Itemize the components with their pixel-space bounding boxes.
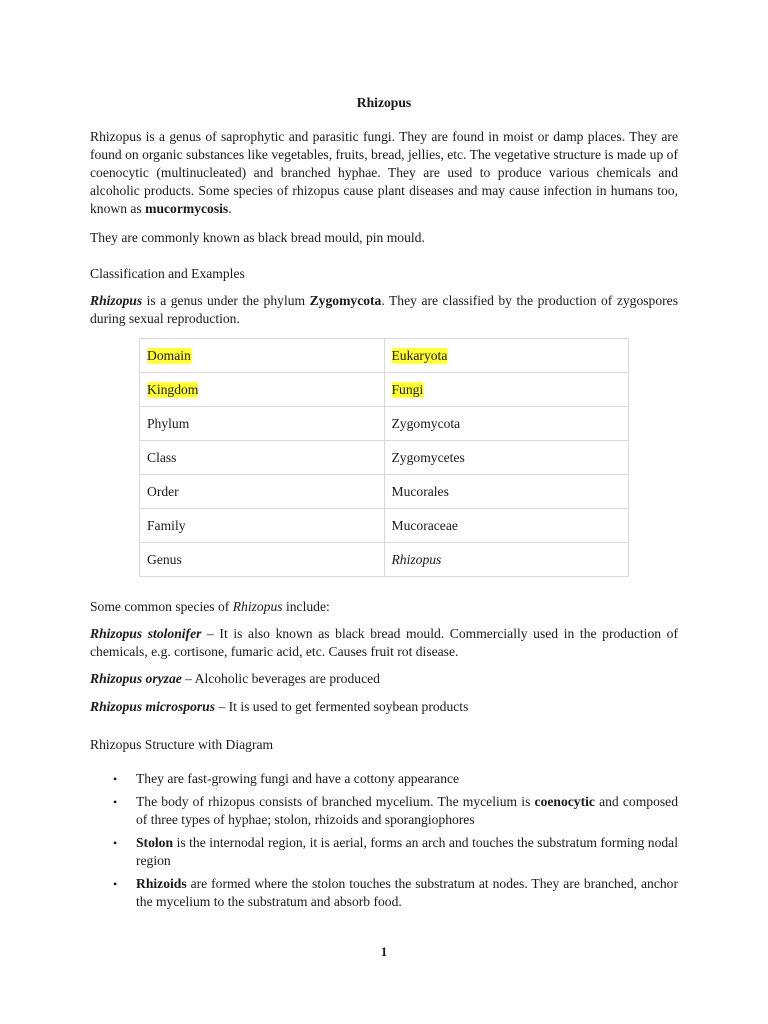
- bullet-text: The body of rhizopus consists of branched mycelium. The mycelium is: [136, 794, 535, 809]
- taxonomy-value: Rhizopus: [391, 551, 442, 567]
- taxonomy-value: Zygomycota: [391, 415, 461, 431]
- table-row: [140, 339, 629, 373]
- intro-text: Rhizopus is a genus of saprophytic and parasitic fungi. They are found in moist or damp places. They are found on organic substances like vegetables, fruits, bread, jellies, etc. The vegetative structure is made up of coenocytic (multinucleated) and branched hyphae. They are used to produce various chemicals and alcoholic products. Some species of rhizopus cause plant diseases and may cause infection in humans too, known as: [90, 129, 678, 216]
- table-row: [140, 441, 629, 475]
- taxonomy-value: Eukaryota: [391, 347, 448, 363]
- table-row: [140, 407, 629, 441]
- species-name: Rhizopus microsporus: [90, 699, 216, 714]
- list-item: [90, 834, 678, 870]
- phylum-name: Zygomycota: [309, 293, 382, 308]
- taxonomy-rank: Kingdom: [147, 381, 199, 397]
- list-item: [90, 875, 678, 911]
- species-name: Rhizopus stolonifer: [90, 626, 202, 641]
- species-item: [90, 698, 678, 716]
- species-item: [90, 625, 678, 661]
- bullet-icon: •: [113, 795, 118, 809]
- table-row: [140, 509, 629, 543]
- species-intro-pre: Some common species of: [90, 599, 233, 614]
- taxonomy-rank-cell: [140, 509, 385, 543]
- common-names-paragraph: They are commonly known as black bread mould, pin mould.: [90, 230, 425, 245]
- taxonomy-rank-cell: [140, 543, 385, 577]
- taxonomy-value-cell: [384, 407, 629, 441]
- species-desc: – It is also known as black bread mould. Commercially used in the production of chemicals, e.g. cortisone, fumaric acid, etc. Causes fruit rot disease.: [90, 626, 678, 659]
- taxonomy-value-cell: [384, 441, 629, 475]
- page-number: 1: [380, 944, 388, 959]
- classification-mid: is a genus under the phylum: [142, 293, 310, 308]
- taxonomy-value-cell: [384, 339, 629, 373]
- species-desc: – It is used to get fermented soybean products: [215, 699, 469, 714]
- structure-bullet-list: [90, 770, 678, 916]
- table-row: [140, 373, 629, 407]
- taxonomy-rank: Class: [147, 449, 177, 465]
- taxonomy-value: Mucorales: [391, 483, 449, 499]
- species-item: [90, 670, 678, 688]
- list-item: [90, 770, 678, 788]
- classification-paragraph: [90, 292, 678, 328]
- species-intro: [90, 598, 678, 616]
- classification-heading: Classification and Examples: [90, 266, 245, 281]
- taxonomy-value-cell: [384, 373, 629, 407]
- bullet-icon: •: [113, 772, 118, 786]
- taxonomy-value: Fungi: [391, 381, 424, 397]
- intro-bold-term: mucormycosis: [145, 201, 229, 216]
- bullet-text: They are fast-growing fungi and have a cottony appearance: [136, 771, 460, 786]
- taxonomy-rank-cell: [140, 339, 385, 373]
- species-desc: – Alcoholic beverages are produced: [181, 671, 380, 686]
- table-row: [140, 475, 629, 509]
- taxonomy-value-cell: [384, 509, 629, 543]
- bullet-text: are formed where the stolon touches the substratum at nodes. They are branched, anchor the mycelium to the substratum and absorb food.: [136, 876, 678, 909]
- taxonomy-rank-cell: [140, 373, 385, 407]
- taxonomy-rank-cell: [140, 407, 385, 441]
- taxonomy-value: Zygomycetes: [391, 449, 465, 465]
- table-row: [140, 543, 629, 577]
- list-item: [90, 793, 678, 829]
- structure-heading: Rhizopus Structure with Diagram: [90, 737, 274, 752]
- bullet-bold-term: Stolon: [136, 835, 174, 850]
- classification-end: . They are classified by the production of zygospores during sexual reproduction.: [90, 293, 678, 326]
- intro-end: .: [228, 201, 232, 216]
- bullet-text: is the internodal region, it is aerial, forms an arch and touches the substratum forming nodal region: [136, 835, 678, 868]
- taxonomy-value-cell: [384, 543, 629, 577]
- page-title: Rhizopus: [356, 95, 412, 110]
- taxonomy-rank: Genus: [147, 551, 182, 567]
- genus-name: Rhizopus: [90, 293, 143, 308]
- taxonomy-rank: Phylum: [147, 415, 190, 431]
- taxonomy-value-cell: [384, 475, 629, 509]
- taxonomy-rank: Domain: [147, 347, 191, 363]
- bullet-bold-term: Rhizoids: [136, 876, 187, 891]
- taxonomy-table: [139, 338, 629, 577]
- intro-paragraph: [90, 128, 678, 218]
- bullet-bold-term: coenocytic: [534, 794, 595, 809]
- taxonomy-rank: Family: [147, 517, 186, 533]
- taxonomy-rank: Order: [147, 483, 179, 499]
- bullet-text: and composed of three types of hyphae; stolon, rhizoids and sporangiophores: [136, 794, 678, 827]
- taxonomy-rank-cell: [140, 475, 385, 509]
- species-name: Rhizopus oryzae: [90, 671, 182, 686]
- species-intro-post: include:: [282, 599, 330, 614]
- bullet-icon: •: [113, 877, 118, 891]
- taxonomy-rank-cell: [140, 441, 385, 475]
- species-intro-genus: Rhizopus: [232, 599, 283, 614]
- bullet-icon: •: [113, 836, 118, 850]
- taxonomy-value: Mucoraceae: [391, 517, 458, 533]
